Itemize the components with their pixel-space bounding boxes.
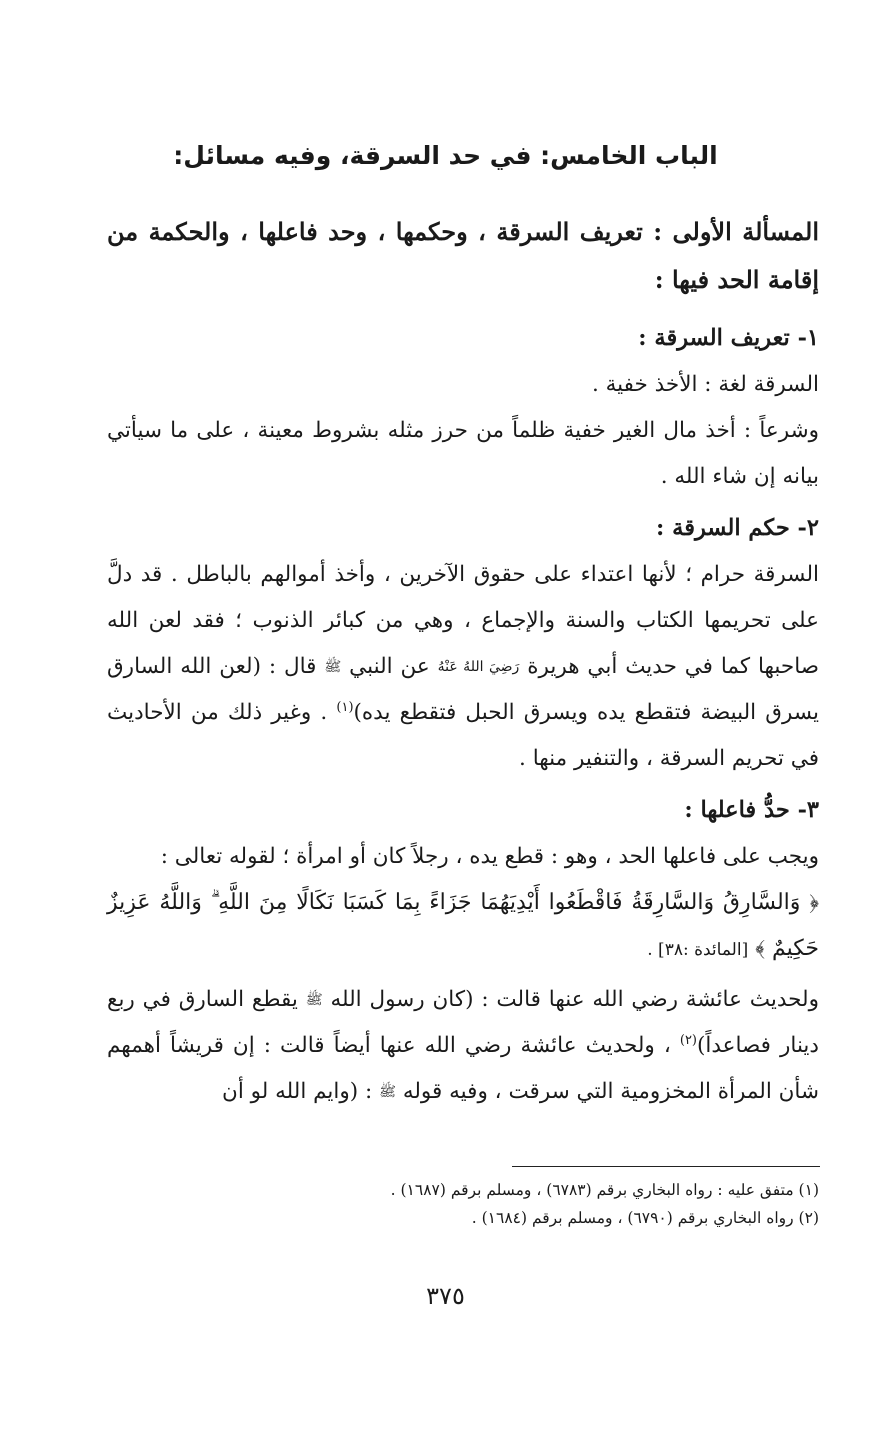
- footnote-divider: [512, 1166, 820, 1167]
- punishment-text: ويجب على فاعلها الحد ، وهو : قطع يده ، رجلاً كان أو امرأة ؛ لقوله تعالى :: [160, 844, 819, 869]
- footnote-1: (١) متفق عليه : رواه البخاري برقم (٦٧٨٣) ، ومسلم برقم (١٦٨٧) .: [390, 1181, 819, 1199]
- hadith-text-3: ، ولحديث عائشة رضي الله عنها أيضاً قالت : إن قريشاً أهمهم شأن المرأة المخزومية التي سرقت ، وفيه قوله: [107, 1033, 819, 1104]
- prophet-honorific-2: ﷺ: [305, 992, 323, 1008]
- footnote-ref-1: (١): [336, 699, 354, 715]
- verse-text: ﴿ وَالسَّارِقُ وَالسَّارِقَةُ فَاقْطَعُوا أَيْدِيَهُمَا جَزَاءً بِمَا كَسَبَا نَكَالًا مِنَ اللَّهِ ۗ وَاللَّهُ عَزِيزٌ حَكِيمٌ ﴾: [107, 890, 819, 961]
- footnote-2: (٢) رواه البخاري برقم (٦٧٩٠) ، ومسلم برقم (١٦٨٤) .: [471, 1209, 819, 1227]
- chapter-title: الباب الخامس: في حد السرقة، وفيه مسائل:: [173, 141, 718, 170]
- footnotes: [107, 1176, 819, 1232]
- prophet-honorific-3: ﷺ: [379, 1084, 397, 1100]
- main-content: [107, 208, 819, 1115]
- hadith-text-4: : (وايم الله لو أن: [222, 1079, 373, 1104]
- ruling-heading: ٢- حكم السرقة :: [656, 515, 819, 541]
- ruling-paragraph: [107, 552, 819, 782]
- hadith-text-1: ولحديث عائشة رضي الله عنها قالت : (كان رسول الله: [330, 987, 819, 1012]
- verse-reference: [المائدة :٣٨] .: [647, 940, 749, 960]
- hadith-text-2: يقطع السارق في ربع دينار فصاعداً): [107, 987, 819, 1058]
- quran-verse: [107, 880, 819, 973]
- ruling-text-1: السرقة حرام ؛ لأنها اعتداء على حقوق الآخرين ، وأخذ أموالهم بالباطل . قد دلَّ على تحريمها الكتاب والسنة والإجماع ، وهي من كبائر الذنوب ؛ فقد لعن الله صاحبها كما في حديث أبي هريرة: [107, 562, 820, 679]
- issue-title: المسألة الأولى : تعريف السرقة ، وحكمها ، وحد فاعلها ، والحكمة من إقامة الحد فيها :: [107, 217, 819, 294]
- ruling-text-4: . وغير ذلك من الأحاديث في تحريم السرقة ، والتنفير منها .: [107, 700, 819, 771]
- ruling-text-2: عن النبي: [349, 654, 430, 679]
- linguistic-definition: السرقة لغة : الأخذ خفية .: [591, 372, 819, 397]
- page-number: ٣٧٥: [426, 1282, 465, 1310]
- prophet-honorific-1: ﷺ: [324, 659, 342, 675]
- definition-heading: ١- تعريف السرقة :: [638, 325, 819, 351]
- hadith-paragraph: [107, 977, 819, 1115]
- ruling-text-3: قال : (لعن الله السارق يسرق البيضة فتقطع يده ويسرق الحبل فتقطع يده): [107, 654, 819, 725]
- legal-definition: وشرعاً : أخذ مال الغير خفية ظلماً من حرز مثله بشروط معينة ، على ما سيأتي بيانه إن شاء الله .: [107, 418, 819, 489]
- punishment-heading: ٣- حدُّ فاعلها :: [684, 797, 819, 823]
- footnote-ref-2: (٢): [679, 1032, 697, 1048]
- companion-honorific: رَضِيَ اللهُ عَنْهُ: [437, 659, 520, 675]
